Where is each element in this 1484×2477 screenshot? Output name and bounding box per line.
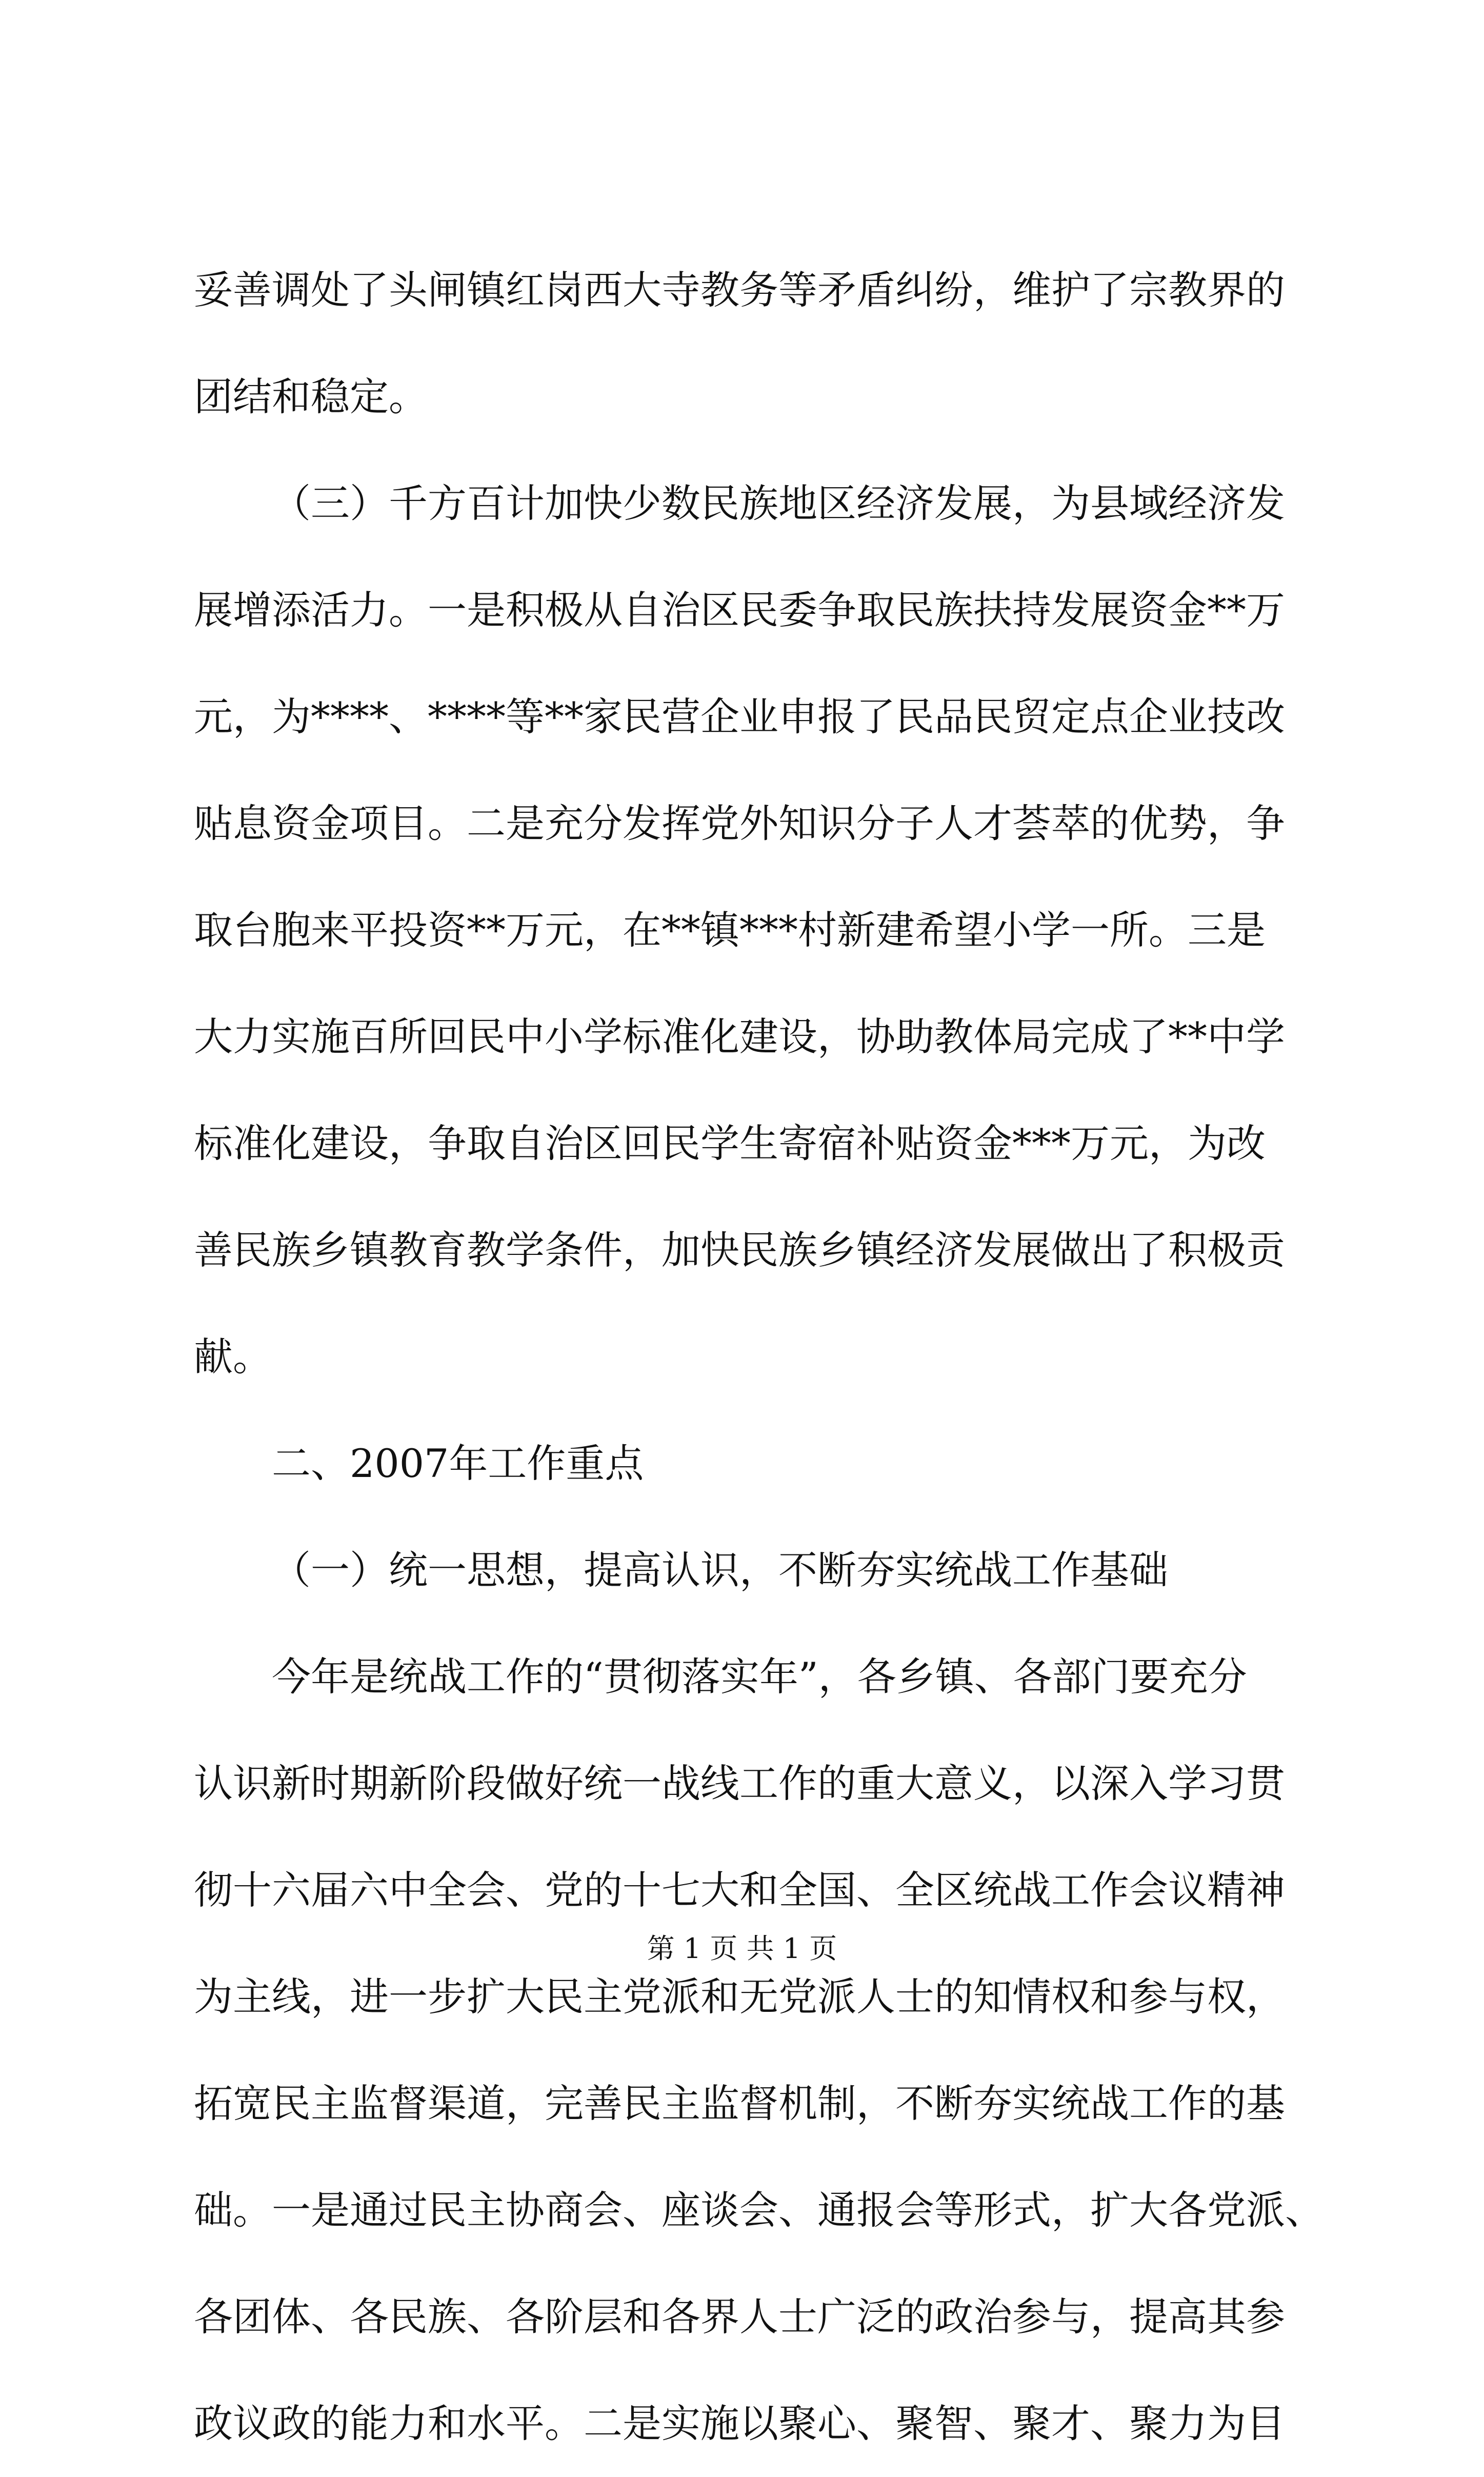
section-heading: 二、2007年工作重点 (272, 1441, 644, 1486)
page-footer: 第 1 页 共 1 页 (647, 1932, 837, 1965)
document-body (194, 237, 1324, 2477)
text-line: 认识新时期新阶段做好统一战线工作的重大意义，以深入学习贯 (194, 1761, 1285, 1806)
text-line: 贴息资金项目。二是充分发挥党外知识分子人才荟萃的优势，争 (194, 801, 1285, 846)
paragraph-start: 今年是统战工作的“贯彻落实年”，各乡镇、各部门要充分 (272, 1654, 1247, 1700)
text-line: 拓宽民主监督渠道，完善民主监督机制，不断夯实统战工作的基 (194, 2081, 1285, 2126)
text-line: 团结和稳定。 (194, 374, 428, 420)
section-heading: （三）千方百计加快少数民族地区经济发展，为县域经济发 (272, 481, 1285, 526)
text-line: 善民族乡镇教育教学条件，加快民族乡镇经济发展做出了积极贡 (194, 1227, 1285, 1273)
text-line: 展增添活力。一是积极从自治区民委争取民族扶持发展资金**万 (194, 587, 1285, 633)
text-line: 大力实施百所回民中小学标准化建设，协助教体局完成了**中学 (194, 1014, 1285, 1060)
text-line: 础。一是通过民主协商会、座谈会、通报会等形式，扩大各党派、 (194, 2187, 1324, 2233)
text-line: 为主线，进一步扩大民主党派和无党派人士的知情权和参与权， (194, 1974, 1285, 2020)
text-line: 政议政的能力和水平。二是实施以聚心、聚智、聚才、聚力为目 (194, 2401, 1285, 2446)
text-line: 妥善调处了头闸镇红岗西大寺教务等矛盾纠纷，维护了宗教界的 (194, 267, 1285, 313)
text-line: 元，为****、****等**家民营企业申报了民品民贸定点企业技改 (194, 694, 1285, 740)
text-line: 各团体、各民族、各阶层和各界人士广泛的政治参与，提高其参 (194, 2294, 1285, 2340)
text-line: 献。 (194, 1334, 272, 1380)
subsection-heading: （一）统一思想，提高认识，不断夯实统战工作基础 (272, 1547, 1168, 1593)
text-line: 彻十六届六中全会、党的十七大和全国、全区统战工作会议精神 (194, 1867, 1285, 1913)
text-line: 取台胞来平投资**万元，在**镇***村新建希望小学一所。三是 (194, 907, 1266, 953)
text-line: 标准化建设，争取自治区回民学生寄宿补贴资金***万元，为改 (194, 1121, 1266, 1166)
